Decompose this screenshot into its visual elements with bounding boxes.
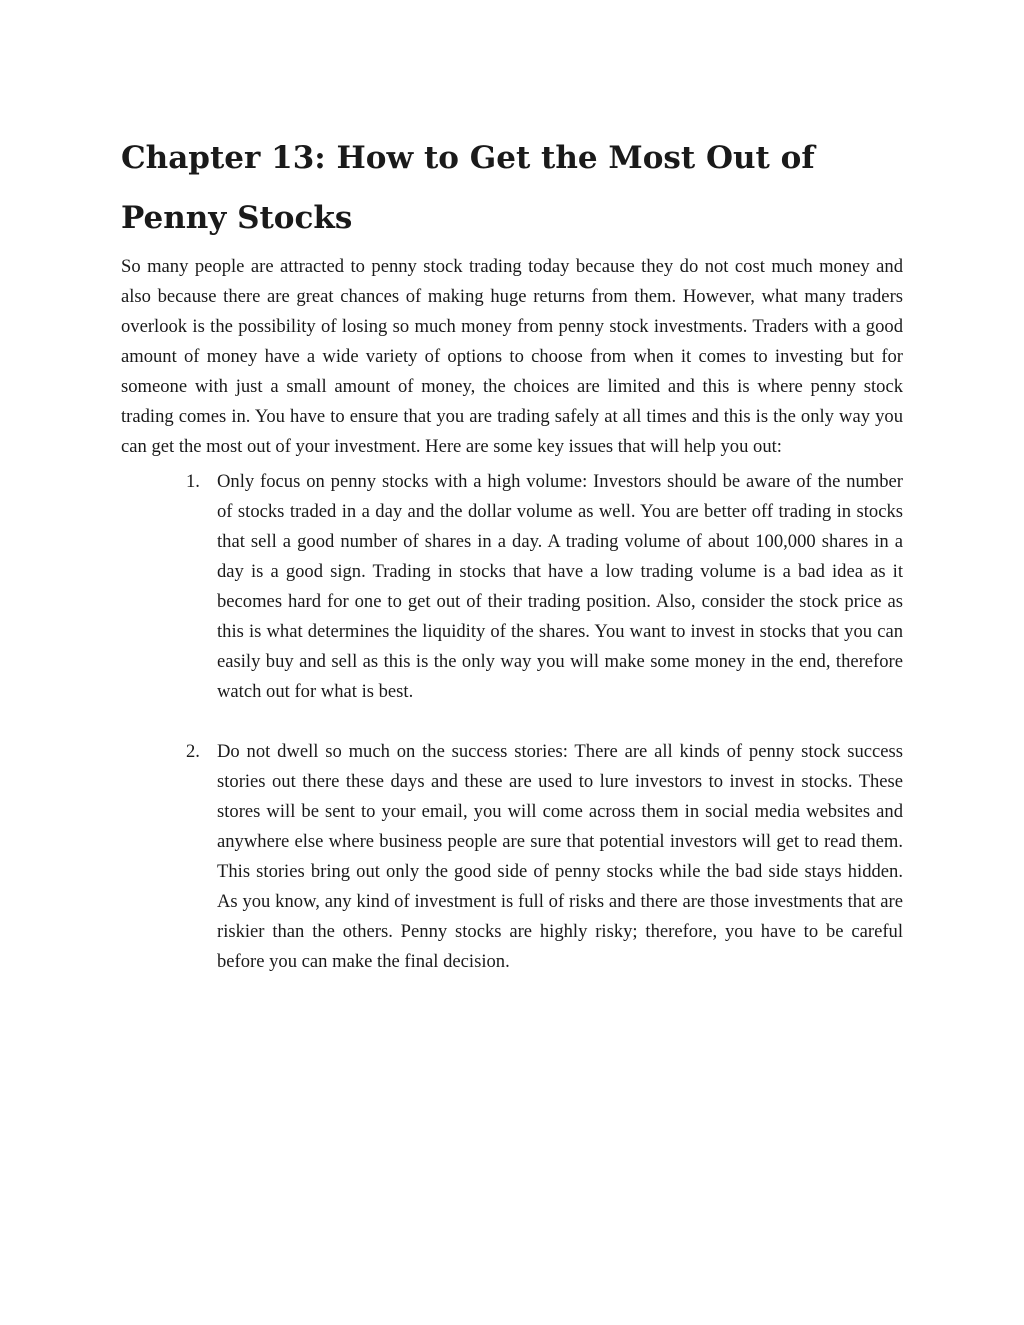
list-item (186, 467, 903, 707)
list-item-text: Do not dwell so much on the success stories: There are all kinds of penny stock success stories out there these days and these are used to lure investors to invest in stocks. These stores will be sent to your email, you will come across them in social media websites and anywhere else where business people are sure that potential investors will get to read them. This stories bring out only the good side of penny stocks while the bad side stays hidden. As you know, any kind of investment is full of risks and there are those investments that are riskier than the others. Penny stocks are highly risky; therefore, you have to be careful before you can make the final decision. (217, 741, 903, 972)
list-item-number: 2. (186, 741, 200, 762)
chapter-title: Chapter 13: How to Get the Most Out of Penny Stocks (121, 140, 815, 236)
list-item (186, 737, 903, 977)
intro-paragraph: So many people are attracted to penny stock trading today because they do not cost much money and also because there are great chances of making huge returns from them. However, what many traders overlook is the possibility of losing so much money from penny stock investments. Traders with a good amount of money have a wide variety of options to choose from when it comes to investing but for someone with just a small amount of money, the choices are limited and this is where penny stock trading comes in. You have to ensure that you are trading safely at all times and this is the only way you can get the most out of your investment. Here are some key issues that will help you out: (121, 256, 903, 457)
document-page (121, 128, 903, 977)
list-item-number: 1. (186, 471, 200, 492)
key-issues-list (121, 467, 903, 977)
list-item-text: Only focus on penny stocks with a high volume: Investors should be aware of the number of stocks traded in a day and the dollar volume as well. You are better off trading in stocks that sell a good number of shares in a day. A trading volume of about 100,000 shares in a day is a good sign. Trading in stocks that have a low trading volume is a bad idea as it becomes hard for one to get out of their trading position. Also, consider the stock price as this is what determines the liquidity of the shares. You want to invest in stocks that you can easily buy and sell as this is the only way you will make some money in the end, therefore watch out for what is best. (217, 471, 903, 702)
